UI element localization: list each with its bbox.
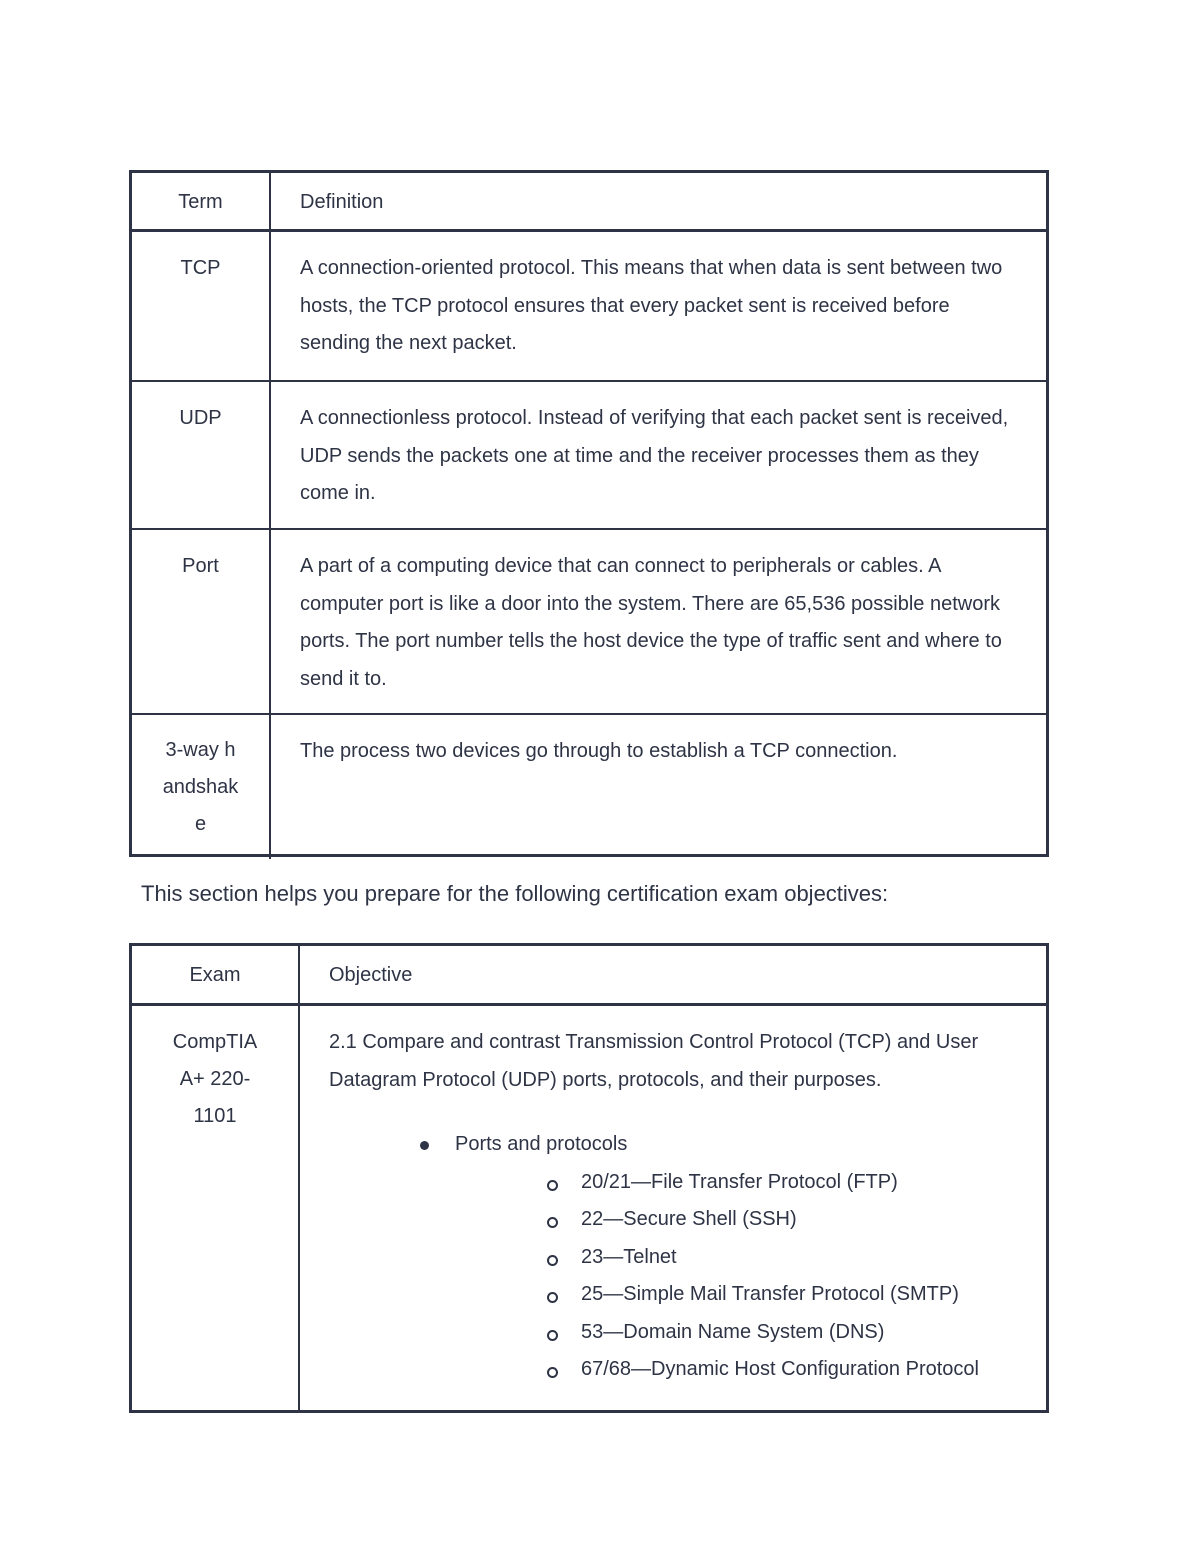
bullet-icon [420,1141,429,1150]
section-intro-text: This section helps you prepare for the following certification exam objectives: [141,881,889,906]
port-item: 67/68—Dynamic Host Configuration Protocol [581,1358,979,1380]
table-row [132,713,1046,859]
definition-cell: A connectionless protocol. Instead of verifying that each packet sent is received, UDP sends the packets one at time and the receiver processes them as they come in. [300,407,1009,504]
table-row [132,232,1046,380]
port-item: 22—Secure Shell (SSH) [581,1208,797,1230]
definition-cell: A part of a computing device that can connect to peripherals or cables. A computer port is like a door into the system. There are 65,536 possible network ports. The port number tells the host device the type of traffic sent and where to send it to. [300,555,1002,690]
term-cell: 3-way handshake [132,715,271,859]
exam-objectives-table [129,943,1049,1413]
objective-text: 2.1 Compare and contrast Transmission Control Protocol (TCP) and User Datagram Protocol (UDP) ports, protocols, and their purposes. [329,1031,979,1091]
table-row [132,528,1046,713]
terms-table [129,170,1049,857]
circle-bullet-icon [547,1330,558,1341]
term-cell: UDP [132,382,271,528]
list-item [581,1276,1026,1314]
circle-bullet-icon [547,1217,558,1228]
circle-bullet-icon [547,1180,558,1191]
list-item [581,1201,1026,1239]
circle-bullet-icon [547,1292,558,1303]
exam-cell: CompTIA A+ 220-1101 [132,1006,300,1410]
objective-list [329,1126,1026,1389]
list-item [581,1314,1026,1352]
ports-list [455,1164,1026,1389]
term-cell: Port [132,530,271,713]
objective-header: Objective [329,964,413,986]
circle-bullet-icon [547,1367,558,1378]
exam-table-header [132,946,1046,1006]
table-row [132,380,1046,528]
exam-header: Exam [132,946,300,1003]
terms-table-header [132,173,1046,232]
port-item: 20/21—File Transfer Protocol (FTP) [581,1170,898,1193]
list-item [455,1126,1026,1389]
list-heading: Ports and protocols [455,1133,628,1155]
port-item: 25—Simple Mail Transfer Protocol (SMTP) [581,1283,959,1305]
definition-header: Definition [300,191,384,213]
list-item [581,1351,1026,1389]
term-header: Term [132,173,271,229]
term-cell: TCP [132,232,271,380]
definition-cell: The process two devices go through to establish a TCP connection. [300,740,898,762]
objective-cell [300,1006,1046,1410]
definition-cell: A connection-oriented protocol. This means that when data is sent between two hosts, the TCP protocol ensures that every packet sent is received before sending the next packet. [300,257,1003,354]
circle-bullet-icon [547,1255,558,1266]
list-item [581,1164,1026,1202]
port-item: 53—Domain Name System (DNS) [581,1320,885,1343]
table-row [132,1006,1046,1410]
port-item: 23—Telnet [581,1245,677,1268]
list-item [581,1239,1026,1277]
